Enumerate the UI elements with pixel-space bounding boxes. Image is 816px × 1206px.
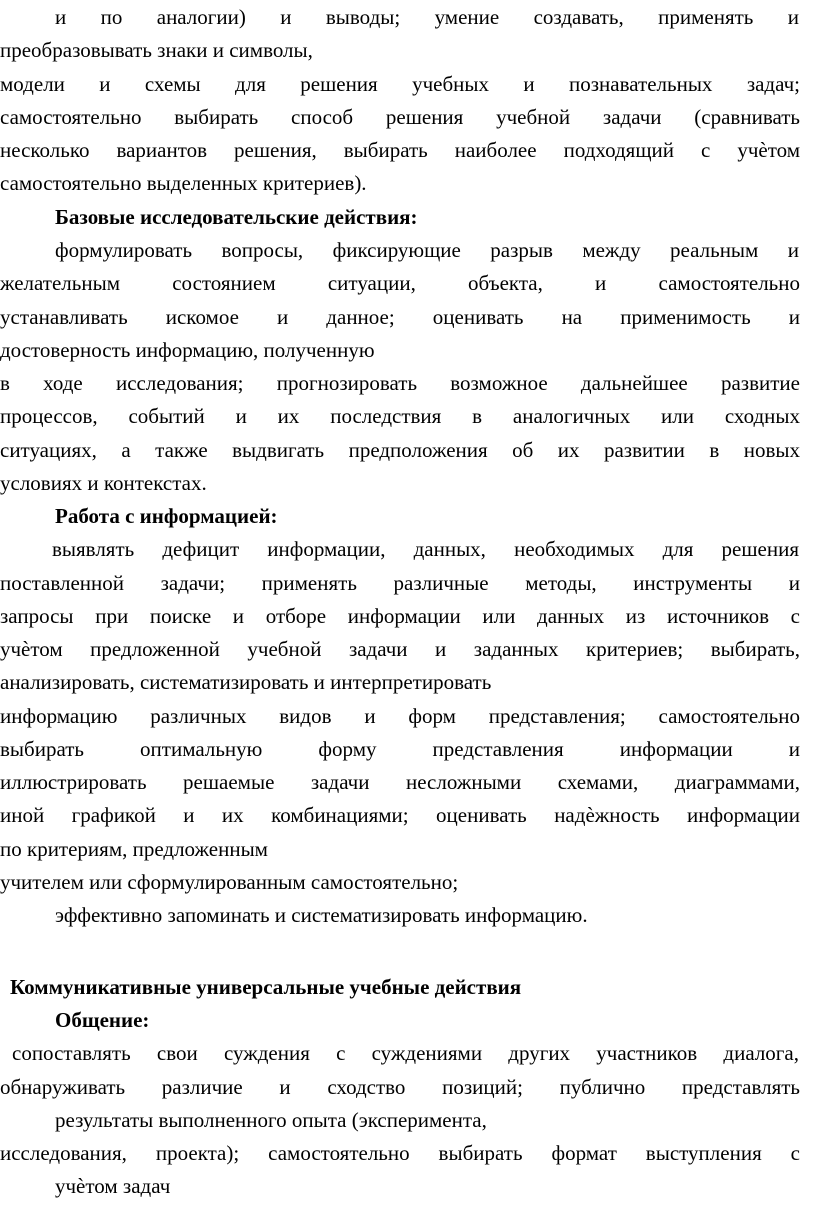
text-line: по критериям, предложенным: [0, 837, 268, 861]
text-line: в ходе исследования; прогнозировать возможное дальнейшее развитие: [0, 371, 800, 395]
text-line: желательным состоянием ситуации, объекта, и самостоятельно: [0, 271, 800, 295]
text-line: формулировать вопросы, фиксирующие разрыв между реальным и: [55, 238, 799, 262]
section-heading: Общение:: [55, 1008, 150, 1032]
chapter-heading: Коммуникативные универсальные учебные действия: [10, 975, 522, 999]
section-heading: Работа с информацией:: [55, 504, 278, 528]
text-line: преобразовывать знаки и символы,: [0, 38, 313, 62]
text-line: обнаруживать различие и сходство позиций; публично представлять: [0, 1075, 800, 1099]
text-line: сопоставлять свои суждения с суждениями других участников диалога,: [12, 1041, 799, 1065]
text-line: самостоятельно выделенных критериев).: [0, 171, 367, 195]
text-line: процессов, событий и их последствия в аналогичных или сходных: [0, 404, 800, 428]
section-heading: Базовые исследовательские действия:: [55, 205, 418, 229]
text-line: выбирать оптимальную форму представления информации и: [0, 737, 800, 761]
text-line: эффективно запоминать и систематизировать информацию.: [55, 903, 588, 927]
text-line: выявлять дефицит информации, данных, необходимых для решения: [52, 537, 799, 561]
text-line: и по аналогии) и выводы; умение создавать, применять и: [55, 5, 799, 29]
text-line: информацию различных видов и форм представления; самостоятельно: [0, 704, 800, 728]
text-line: ситуациях, а также выдвигать предположения об их развитии в новых: [0, 438, 800, 462]
text-line: учѐтом предложенной учебной задачи и заданных критериев; выбирать,: [0, 637, 800, 661]
text-line: несколько вариантов решения, выбирать наиболее подходящий с учѐтом: [0, 138, 800, 162]
text-line: поставленной задачи; применять различные методы, инструменты и: [0, 571, 800, 595]
text-line: самостоятельно выбирать способ решения учебной задачи (сравнивать: [0, 105, 800, 129]
text-line: анализировать, систематизировать и интерпретировать: [0, 670, 492, 694]
text-line: достоверность информацию, полученную: [0, 338, 375, 362]
text-line: учителем или сформулированным самостоятельно;: [0, 870, 459, 894]
text-line: учѐтом задач: [55, 1174, 171, 1198]
text-line: иной графикой и их комбинациями; оценивать надѐжность информации: [0, 803, 800, 827]
text-line: запросы при поиске и отборе информации или данных из источников с: [0, 604, 800, 628]
text-line: исследования, проекта); самостоятельно выбирать формат выступления с: [0, 1141, 800, 1165]
text-line: иллюстрировать решаемые задачи несложными схемами, диаграммами,: [0, 770, 800, 794]
text-line: условиях и контекстах.: [0, 471, 207, 495]
text-line: модели и схемы для решения учебных и познавательных задач;: [0, 72, 800, 96]
text-line: устанавливать искомое и данное; оценивать на применимость и: [0, 305, 800, 329]
text-line: результаты выполненного опыта (эксперимента,: [55, 1108, 487, 1132]
